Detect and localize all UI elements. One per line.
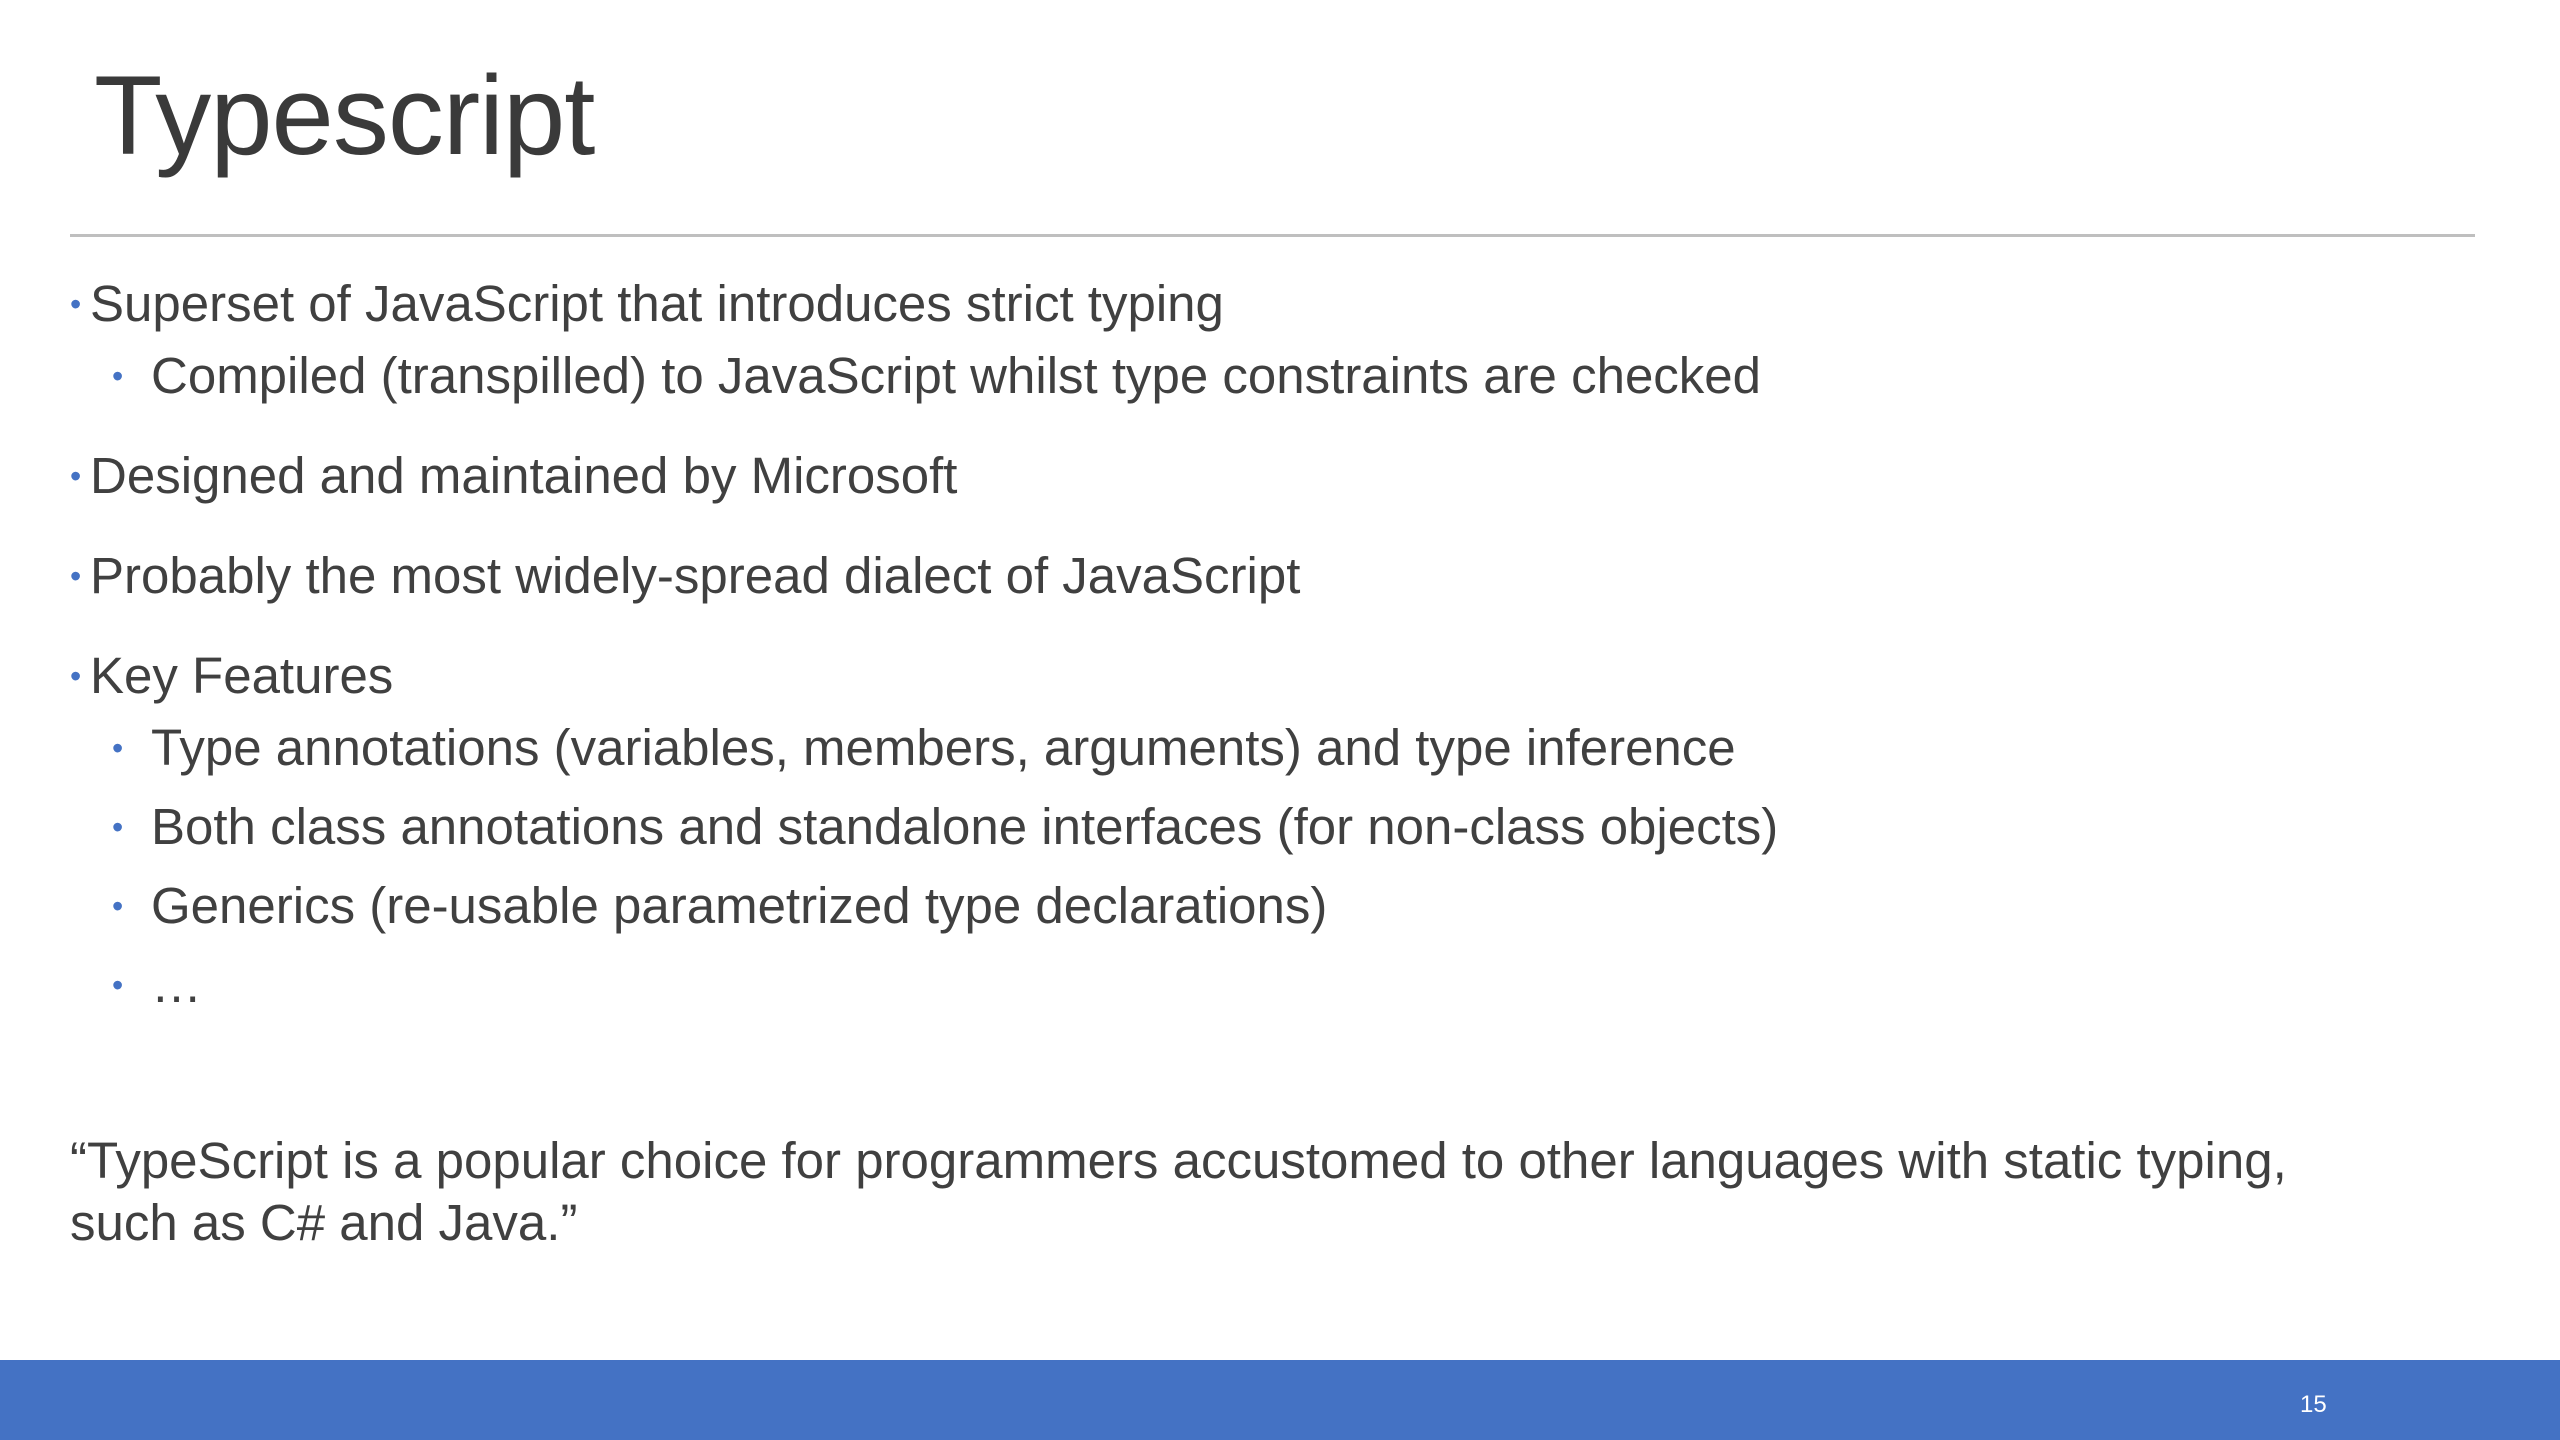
- bullet-item: [70, 640, 2490, 712]
- sub-bullet-item: [70, 340, 2490, 412]
- page-number: 15: [2300, 1391, 2327, 1418]
- bullet-dot-icon: •: [112, 888, 124, 924]
- quote-block: [70, 1130, 2490, 1254]
- bullet-text: Key Features: [90, 647, 394, 704]
- bullet-text: Type annotations (variables, members, arguments) and type inference: [151, 719, 1736, 776]
- slide-title: Typescript: [94, 53, 595, 178]
- bullet-dot-icon: •: [70, 458, 82, 494]
- bullet-dot-icon: •: [112, 967, 124, 1003]
- bullet-dot-icon: •: [70, 558, 82, 594]
- bullet-list: [70, 268, 2490, 1021]
- bullet-dot-icon: •: [70, 286, 82, 322]
- bullet-dot-icon: •: [70, 658, 82, 694]
- sub-bullet-item: [70, 712, 2490, 784]
- sub-bullet-item: [70, 791, 2490, 863]
- bullet-text: Probably the most widely-spread dialect of JavaScript: [90, 547, 1301, 604]
- bullet-item: [70, 268, 2490, 340]
- sub-bullet-item: [70, 870, 2490, 942]
- bullet-text: Designed and maintained by Microsoft: [90, 447, 958, 504]
- sub-bullet-item: [70, 949, 2490, 1021]
- footer-bar: [0, 1360, 2560, 1440]
- bullet-text: Generics (re-usable parametrized type declarations): [151, 877, 1328, 934]
- bullet-dot-icon: •: [112, 358, 124, 394]
- bullet-dot-icon: •: [112, 809, 124, 845]
- quote-line: such as C# and Java.”: [70, 1194, 578, 1251]
- bullet-text: Compiled (transpilled) to JavaScript whilst type constraints are checked: [151, 347, 1762, 404]
- bullet-text: Superset of JavaScript that introduces strict typing: [90, 275, 1224, 332]
- bullet-item: [70, 440, 2490, 512]
- quote-line: “TypeScript is a popular choice for programmers accustomed to other languages with static typing,: [70, 1132, 2287, 1189]
- title-divider: [70, 234, 2475, 237]
- bullet-text: …: [151, 956, 202, 1013]
- bullet-item: [70, 540, 2490, 612]
- bullet-text: Both class annotations and standalone interfaces (for non-class objects): [151, 798, 1779, 855]
- bullet-dot-icon: •: [112, 730, 124, 766]
